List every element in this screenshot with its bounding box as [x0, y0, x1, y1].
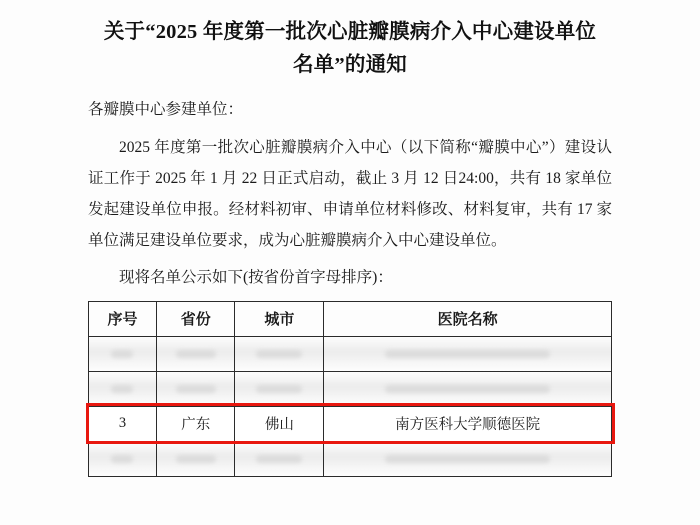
body-paragraph: 2025 年度第一批次心脏瓣膜病介入中心（以下简称“瓣膜中心”）建设认证工作于 2025 年 1 月 22 日正式启动，截止 3 月 12 日24:00，共有 18 家单位发起建设单位申报。经材料初审、申请单位材料修改、材料复审，共有 17 家单位满足建设单位要求，成为心脏瓣膜病介入中心建设单位。 [88, 138, 612, 249]
hospital-list-table [88, 301, 612, 477]
cell-province [156, 371, 234, 406]
page-title [88, 16, 612, 82]
table-row [89, 336, 612, 371]
cell-province [156, 336, 234, 371]
page-title-line-1: 关于“2025 年度第一批次心脏瓣膜病介入中心建设单位 [103, 21, 597, 43]
table-row-highlighted [89, 406, 612, 441]
cell-city [235, 371, 324, 406]
cell-hospital: 南方医科大学顺德医院 [324, 406, 612, 441]
cell-hospital [324, 336, 612, 371]
cell-city [235, 441, 324, 476]
cell-seq [89, 371, 157, 406]
cell-hospital [324, 371, 612, 406]
cell-hospital [324, 441, 612, 476]
table-row [89, 371, 612, 406]
page-title-line-2: 名单”的通知 [293, 54, 407, 77]
list-lead-in: 现将名单公示如下(按省份首字母排序)： [119, 268, 393, 286]
table-row [89, 441, 612, 476]
cell-seq: 3 [89, 406, 157, 441]
column-header-hospital: 医院名称 [324, 301, 612, 336]
cell-seq [89, 441, 157, 476]
salutation: 各瓣膜中心参建单位： [88, 101, 244, 119]
page-bottom-fade [0, 507, 700, 525]
cell-province: 广东 [156, 406, 234, 441]
column-header-seq: 序号 [89, 301, 157, 336]
cell-city [235, 336, 324, 371]
column-header-city: 城市 [235, 301, 324, 336]
cell-seq [89, 336, 157, 371]
cell-city: 佛山 [235, 406, 324, 441]
table-header-row [89, 301, 612, 336]
cell-province [156, 441, 234, 476]
column-header-province: 省份 [156, 301, 234, 336]
